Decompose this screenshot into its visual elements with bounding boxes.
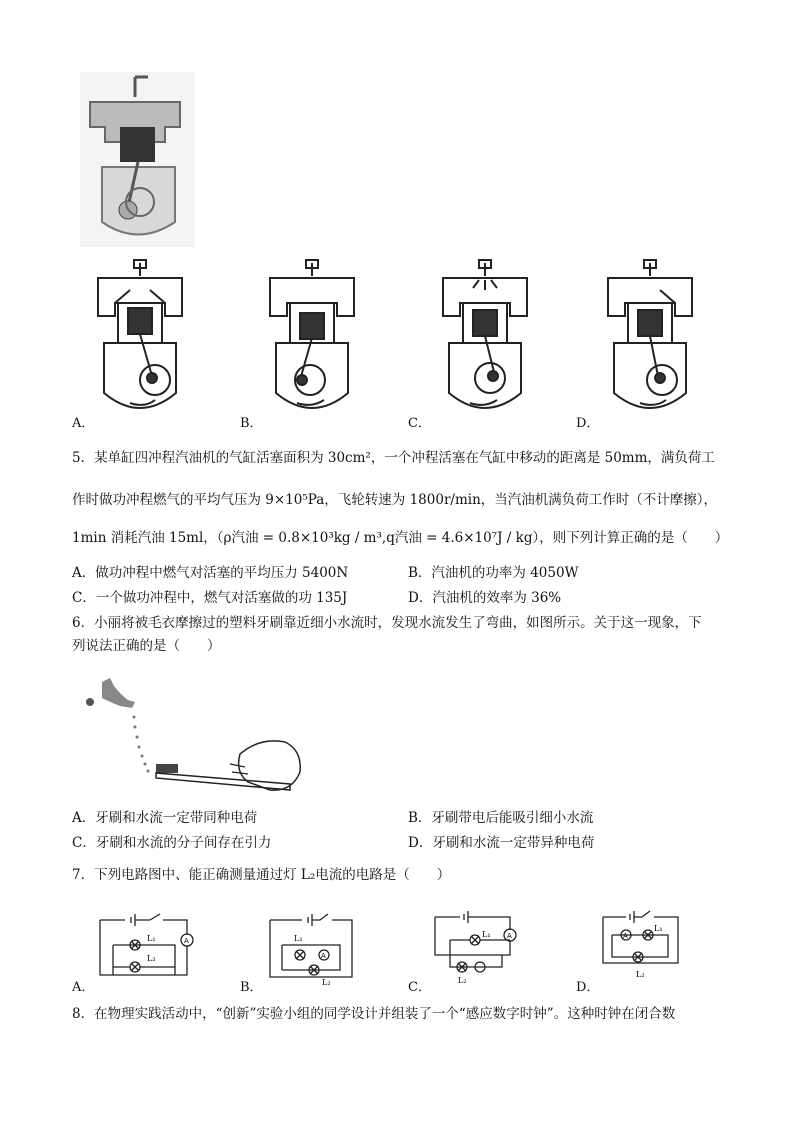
- l2-label-d: L₂: [636, 970, 645, 979]
- q6-option-a[interactable]: A．牙刷和水流一定带同种电荷: [72, 810, 258, 826]
- circuit-diagram-a: [95, 905, 195, 985]
- q5-option-a[interactable]: A．做功冲程中燃气对活塞的平均压力 5400N: [72, 565, 349, 581]
- engine-diagram-a: [90, 258, 190, 418]
- q5-option-c[interactable]: C．一个做功冲程中，燃气对活塞做的功 135J: [72, 590, 348, 606]
- ammeter-label: A: [184, 937, 189, 945]
- l1-label: L₁: [147, 934, 156, 943]
- engine-diagram-b: [262, 258, 362, 418]
- q7-option-a-label[interactable]: A．: [72, 980, 95, 995]
- l1-label-c: L₁: [482, 930, 491, 939]
- toothbrush-water-image: [80, 672, 310, 797]
- ammeter-label-d: A: [623, 932, 628, 940]
- q7-stem: 7．下列电路图中、能正确测量通过灯 L₂电流的电路是（ ）: [72, 867, 451, 883]
- ammeter-label-c: A: [507, 932, 512, 940]
- q4-option-b-label[interactable]: B．: [240, 416, 263, 431]
- circuit-diagram-c: [430, 905, 530, 985]
- q5-option-b[interactable]: B．汽油机的功率为 4050W: [408, 565, 579, 581]
- q8-stem: 8．在物理实践活动中，“创新”实验小组的同学设计并组装了一个“感应数字时钟”。这种时钟在闭合数: [72, 1006, 676, 1022]
- q6-stem-line-2: 列说法正确的是（ ）: [72, 638, 221, 654]
- q5-stem-line-3: 1min 消耗汽油 15ml，（ρ汽油 = 0.8×10³kg / m³,q汽油 = 4.6×10⁷J / kg），则下列计算正确的是（ ）: [72, 530, 729, 546]
- q7-option-d-label[interactable]: D．: [576, 980, 600, 995]
- engine-photo-image: [80, 72, 195, 247]
- engine-diagram-d: [600, 258, 700, 418]
- circuit-diagram-b: [262, 905, 362, 985]
- q5-stem-line-1: 5．某单缸四冲程汽油机的气缸活塞面积为 30cm²，一个冲程活塞在气缸中移动的距离是 50mm，满负荷工: [72, 450, 715, 466]
- q7-option-c-label[interactable]: C．: [408, 980, 431, 995]
- q5-option-d[interactable]: D．汽油机的效率为 36%: [408, 590, 562, 606]
- l1-label-b: L₁: [294, 934, 303, 943]
- q4-option-c-label[interactable]: C．: [408, 416, 431, 431]
- l2-label: L₂: [147, 954, 156, 963]
- engine-diagram-c: [435, 258, 535, 418]
- q6-option-d[interactable]: D．牙刷和水流一定带异种电荷: [408, 835, 595, 851]
- circuit-diagram-d: [598, 905, 698, 985]
- l2-label-c: L₂: [458, 976, 467, 985]
- ammeter-label-b: A: [321, 952, 326, 960]
- q5-stem-line-2: 作时做功冲程燃气的平均气压为 9×10⁵Pa，飞轮转速为 1800r/min，当汽油机满负荷工作时（不计摩擦），: [72, 492, 718, 508]
- q4-option-d-label[interactable]: D．: [576, 416, 600, 431]
- q6-stem-line-1: 6．小丽将被毛衣摩擦过的塑料牙刷靠近细小水流时，发现水流发生了弯曲，如图所示。关于这一现象，下: [72, 615, 702, 631]
- q4-option-a-label[interactable]: A．: [72, 416, 95, 431]
- q7-option-b-label[interactable]: B．: [240, 980, 263, 995]
- q6-option-b[interactable]: B．牙刷带电后能吸引细小水流: [408, 810, 594, 826]
- q6-option-c[interactable]: C．牙刷和水流的分子间存在引力: [72, 835, 272, 851]
- l2-label-b: L₂: [322, 978, 331, 985]
- l1-label-d: L₁: [654, 924, 663, 933]
